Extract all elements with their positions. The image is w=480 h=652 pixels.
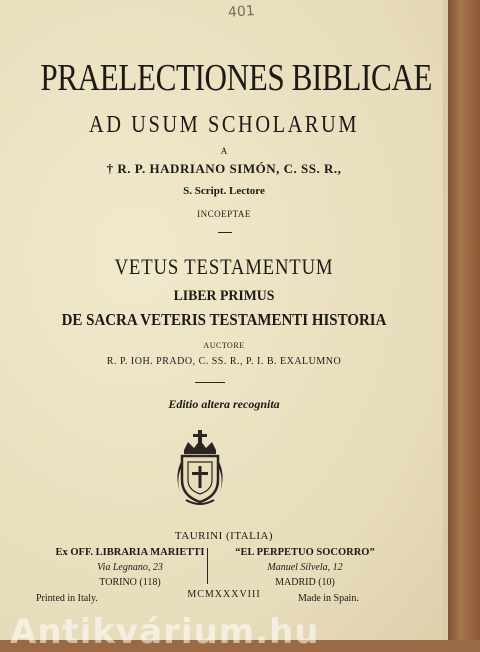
publisher-name: Ex OFF. LIBRARIA MARIETTI: [55, 547, 205, 558]
publisher-street: Via Legnano, 23: [97, 562, 163, 573]
short-rule: [195, 382, 225, 383]
book-part-subject: DE SACRA VETERIS TESTAMENTI HISTORIA: [61, 310, 387, 329]
auctore-label: AUCTORE: [203, 341, 245, 350]
publisher-name: “EL PERPETUO SOCORRO”: [235, 547, 375, 558]
publication-year: MCMXXXVIII: [187, 589, 261, 600]
book-part: LIBER PRIMUS: [173, 288, 275, 304]
made-in: Made in Spain.: [298, 593, 359, 604]
edition-note: Editio altera recognita: [168, 397, 280, 411]
editor-name: R. P. IOH. PRADO, C. SS. R., P. I. B. EXALUMNO: [106, 356, 342, 367]
watermark: Antikvárium.hu: [10, 612, 320, 652]
handwritten-note: 401: [227, 3, 256, 21]
publisher-city: TORINO (118): [99, 577, 161, 588]
short-rule: [218, 232, 232, 233]
incoeptae-label: INCOEPTAE: [197, 209, 251, 219]
column-divider: [207, 548, 208, 584]
publisher-city: MADRID (10): [275, 577, 335, 588]
volume-title: VETUS TESTAMENTUM: [114, 254, 334, 279]
publisher-street: Manuel Silvela, 12: [267, 562, 343, 573]
book-subtitle: AD USUM SCHOLARUM: [88, 112, 360, 138]
publication-place: TAURINI (ITALIA): [174, 530, 274, 542]
book-spine: [448, 0, 480, 640]
author-name: † R. P. HADRIANO SIMÓN, C. SS. R.,: [106, 161, 342, 176]
publisher-left: [40, 545, 220, 590]
publisher-right: [215, 545, 395, 590]
coat-of-arms-icon: [172, 430, 228, 508]
author-role: S. Script. Lectore: [183, 185, 265, 197]
book-title: PRAELECTIONES BIBLICAE: [40, 57, 433, 99]
preposition-a: A: [220, 146, 228, 156]
printed-in: Printed in Italy.: [36, 593, 98, 604]
